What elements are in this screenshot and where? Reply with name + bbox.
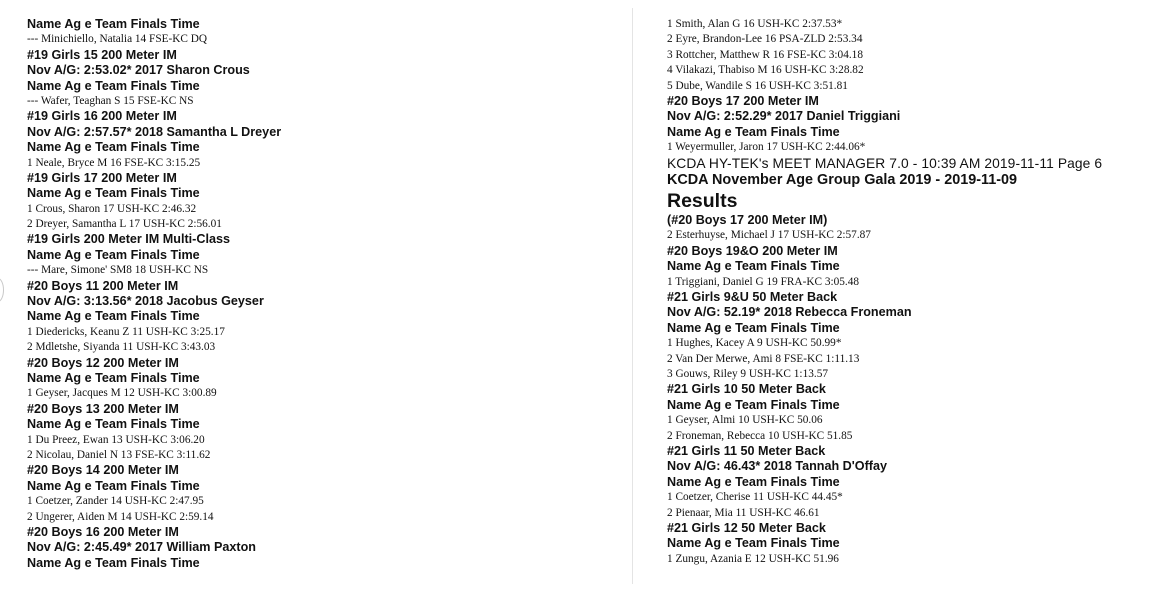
result-heading-line: Name Ag e Team Finals Time (667, 320, 840, 335)
result-entry-line: 1 Geyser, Jacques M 12 USH-KC 3:00.89 (27, 387, 217, 400)
result-heading-line: #20 Boys 19&O 200 Meter IM (667, 243, 838, 258)
result-heading-line: #21 Girls 11 50 Meter Back (667, 443, 826, 458)
result-heading-line: Nov A/G: 2:53.02* 2017 Sharon Crous (27, 63, 250, 78)
result-entry-line: 1 Zungu, Azania E 12 USH-KC 51.96 (667, 552, 839, 565)
result-entry-line: 1 Coetzer, Zander 14 USH-KC 2:47.95 (27, 495, 204, 508)
result-heading-line: Name Ag e Team Finals Time (27, 478, 200, 493)
result-entry-line: 2 Eyre, Brandon-Lee 16 PSA-ZLD 2:53.34 (667, 33, 863, 46)
result-heading-line: Nov A/G: 46.43* 2018 Tannah D'Offay (667, 459, 887, 474)
page-header-line: KCDA HY-TEK's MEET MANAGER 7.0 - 10:39 AM 2019-11-11 Page 6 (667, 155, 1103, 171)
result-heading-line: Name Ag e Team Finals Time (27, 78, 200, 93)
result-heading-line: Name Ag e Team Finals Time (667, 124, 840, 139)
result-heading-line: #19 Girls 16 200 Meter IM (27, 109, 177, 124)
result-entry-line: 1 Crous, Sharon 17 USH-KC 2:46.32 (27, 202, 197, 215)
result-heading-line: #19 Girls 17 200 Meter IM (27, 170, 177, 185)
page-edge-marker (0, 278, 4, 302)
result-entry-line: 1 Diedericks, Keanu Z 11 USH-KC 3:25.17 (27, 325, 225, 338)
result-heading-line: Name Ag e Team Finals Time (667, 474, 840, 489)
result-heading-line: #21 Girls 9&U 50 Meter Back (667, 290, 838, 305)
result-heading-line: Name Ag e Team Finals Time (27, 370, 200, 385)
result-heading-line: #20 Boys 16 200 Meter IM (27, 524, 179, 539)
result-entry-line: 2 Nicolau, Daniel N 13 FSE-KC 3:11.62 (27, 448, 211, 461)
result-entry-line: 1 Hughes, Kacey A 9 USH-KC 50.99* (667, 337, 842, 350)
result-entry-line: 3 Rottcher, Matthew R 16 FSE-KC 3:04.18 (667, 48, 863, 61)
result-heading-line: Nov A/G: 3:13.56* 2018 Jacobus Geyser (27, 294, 264, 309)
result-heading-line: Name Ag e Team Finals Time (27, 309, 200, 324)
result-entry-line: --- Wafer, Teaghan S 15 FSE-KC NS (27, 94, 194, 107)
result-entry-line: 1 Coetzer, Cherise 11 USH-KC 44.45* (667, 491, 843, 504)
result-heading-line: Nov A/G: 2:57.57* 2018 Samantha L Dreyer (27, 124, 282, 139)
result-heading-line: #20 Boys 11 200 Meter IM (27, 278, 179, 293)
result-entry-line: 2 Ungerer, Aiden M 14 USH-KC 2:59.14 (27, 510, 214, 523)
result-heading-line: Name Ag e Team Finals Time (27, 555, 200, 570)
result-entry-line: 5 Dube, Wandile S 16 USH-KC 3:51.81 (667, 79, 848, 92)
result-entry-line: 2 Van Der Merwe, Ami 8 FSE-KC 1:11.13 (667, 352, 860, 365)
result-heading-line: #20 Boys 13 200 Meter IM (27, 401, 179, 416)
result-heading-line: Name Ag e Team Finals Time (27, 140, 200, 155)
result-entry-line: 2 Mdletshe, Siyanda 11 USH-KC 3:43.03 (27, 341, 216, 354)
result-entry-line: --- Mare, Simone' SM8 18 USH-KC NS (27, 264, 209, 277)
result-entry-line: 2 Esterhuyse, Michael J 17 USH-KC 2:57.87 (667, 229, 871, 242)
meet-title: KCDA November Age Group Gala 2019 - 2019-11-09 (667, 171, 1018, 188)
result-entry-line: 1 Weyermuller, Jaron 17 USH-KC 2:44.06* (667, 141, 866, 154)
results-title: Results (667, 189, 738, 212)
result-heading-line: Name Ag e Team Finals Time (667, 536, 840, 551)
left-column (27, 17, 607, 571)
result-heading-line: Name Ag e Team Finals Time (27, 417, 200, 432)
result-heading-line: #20 Boys 14 200 Meter IM (27, 463, 179, 478)
result-entry-line: 4 Vilakazi, Thabiso M 16 USH-KC 3:28.82 (667, 64, 864, 77)
result-heading-line: Nov A/G: 2:52.29* 2017 Daniel Triggiani (667, 109, 901, 124)
result-heading-line: Name Ag e Team Finals Time (27, 247, 200, 262)
result-heading-line: #20 Boys 12 200 Meter IM (27, 355, 179, 370)
result-heading-line: #20 Boys 17 200 Meter IM (667, 93, 819, 108)
result-heading-line: Name Ag e Team Finals Time (667, 259, 840, 274)
column-divider (632, 8, 633, 584)
result-entry-line: 2 Froneman, Rebecca 10 USH-KC 51.85 (667, 429, 853, 442)
result-entry-line: 2 Pienaar, Mia 11 USH-KC 46.61 (667, 506, 820, 519)
result-entry-line: 2 Dreyer, Samantha L 17 USH-KC 2:56.01 (27, 218, 222, 231)
result-heading-line: #21 Girls 10 50 Meter Back (667, 382, 826, 397)
result-entry-line: 1 Geyser, Almi 10 USH-KC 50.06 (667, 414, 823, 427)
result-heading-line: #21 Girls 12 50 Meter Back (667, 520, 826, 535)
result-entry-line: 3 Gouws, Riley 9 USH-KC 1:13.57 (667, 368, 828, 380)
result-heading-line: Name Ag e Team Finals Time (27, 17, 200, 31)
result-heading-line: Nov A/G: 52.19* 2018 Rebecca Froneman (667, 305, 912, 320)
result-heading-line: #19 Girls 200 Meter IM Multi-Class (27, 232, 230, 247)
result-entry-line: 1 Smith, Alan G 16 USH-KC 2:37.53* (667, 18, 843, 30)
result-entry-line: 1 Neale, Bryce M 16 FSE-KC 3:15.25 (27, 156, 201, 169)
result-heading-line: Name Ag e Team Finals Time (27, 186, 200, 201)
result-heading-line: #19 Girls 15 200 Meter IM (27, 47, 177, 62)
result-heading-line: Nov A/G: 2:45.49* 2017 William Paxton (27, 540, 256, 555)
result-entry-line: --- Minichiello, Natalia 14 FSE-KC DQ (27, 33, 208, 46)
result-entry-line: 1 Triggiani, Daniel G 19 FRA-KC 3:05.48 (667, 275, 860, 288)
result-heading-line: (#20 Boys 17 200 Meter IM) (667, 213, 828, 228)
result-heading-line: Name Ag e Team Finals Time (667, 397, 840, 412)
right-column (667, 17, 1157, 567)
result-entry-line: 1 Du Preez, Ewan 13 USH-KC 3:06.20 (27, 433, 205, 446)
